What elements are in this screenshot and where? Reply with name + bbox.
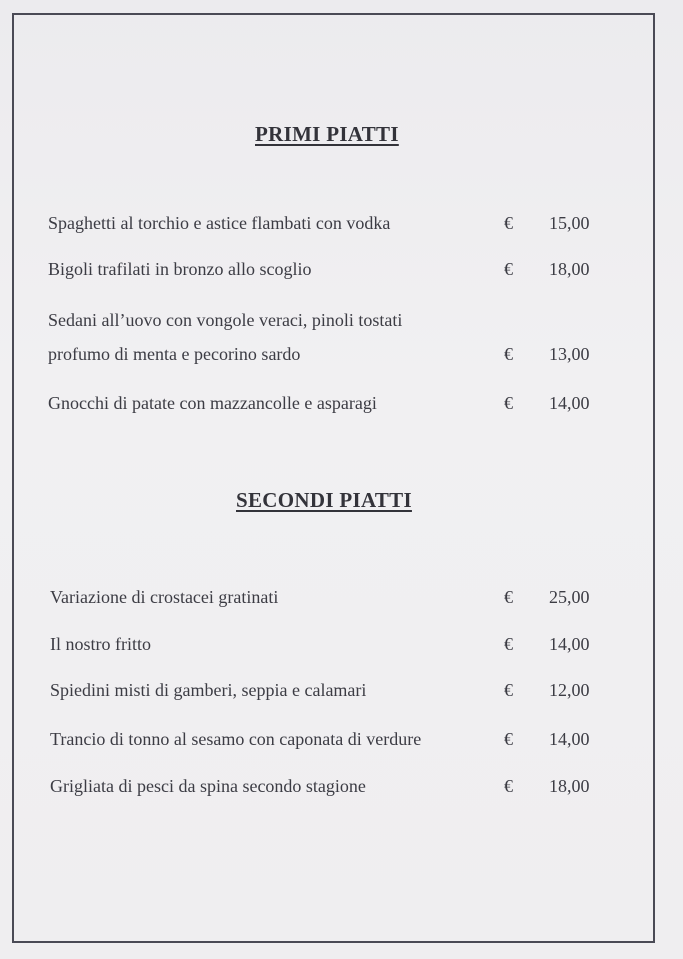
menu-item [0,729,683,759]
dish-price: 18,00 [549,259,590,279]
dish-name: Gnocchi di patate con mazzancolle e asparagi [48,393,377,413]
menu-item [0,213,683,243]
menu-item [0,680,683,710]
dish-price: 14,00 [549,729,590,749]
dish-price: 14,00 [549,634,590,654]
menu-item [0,310,683,340]
dish-name: Spaghetti al torchio e astice flambati con vodka [48,213,391,233]
menu-item [0,259,683,289]
menu-item [0,587,683,617]
dish-price: 13,00 [549,344,590,364]
dish-price: 25,00 [549,587,590,607]
currency-symbol: € [504,729,513,749]
menu-item [0,344,683,374]
currency-symbol: € [504,680,513,700]
menu-item [0,776,683,806]
dish-name: profumo di menta e pecorino sardo [48,344,301,364]
currency-symbol: € [504,213,513,233]
currency-symbol: € [504,393,513,413]
currency-symbol: € [504,634,513,654]
dish-name: Spiedini misti di gamberi, seppia e calamari [50,680,367,700]
section-title-secondi: SECONDI PIATTI [236,488,412,512]
dish-price: 14,00 [549,393,590,413]
currency-symbol: € [504,259,513,279]
currency-symbol: € [504,776,513,796]
currency-symbol: € [504,587,513,607]
section-title-primi: PRIMI PIATTI [255,122,399,146]
menu-item [0,393,683,423]
dish-name: Sedani all’uovo con vongole veraci, pinoli tostati [48,310,403,330]
menu-item [0,634,683,664]
dish-name: Bigoli trafilati in bronzo allo scoglio [48,259,312,279]
dish-price: 12,00 [549,680,590,700]
dish-name: Variazione di crostacei gratinati [50,587,279,607]
dish-name: Il nostro fritto [50,634,151,654]
dish-price: 15,00 [549,213,590,233]
dish-price: 18,00 [549,776,590,796]
currency-symbol: € [504,344,513,364]
dish-name: Trancio di tonno al sesamo con caponata di verdure [50,729,422,749]
dish-name: Grigliata di pesci da spina secondo stagione [50,776,366,796]
